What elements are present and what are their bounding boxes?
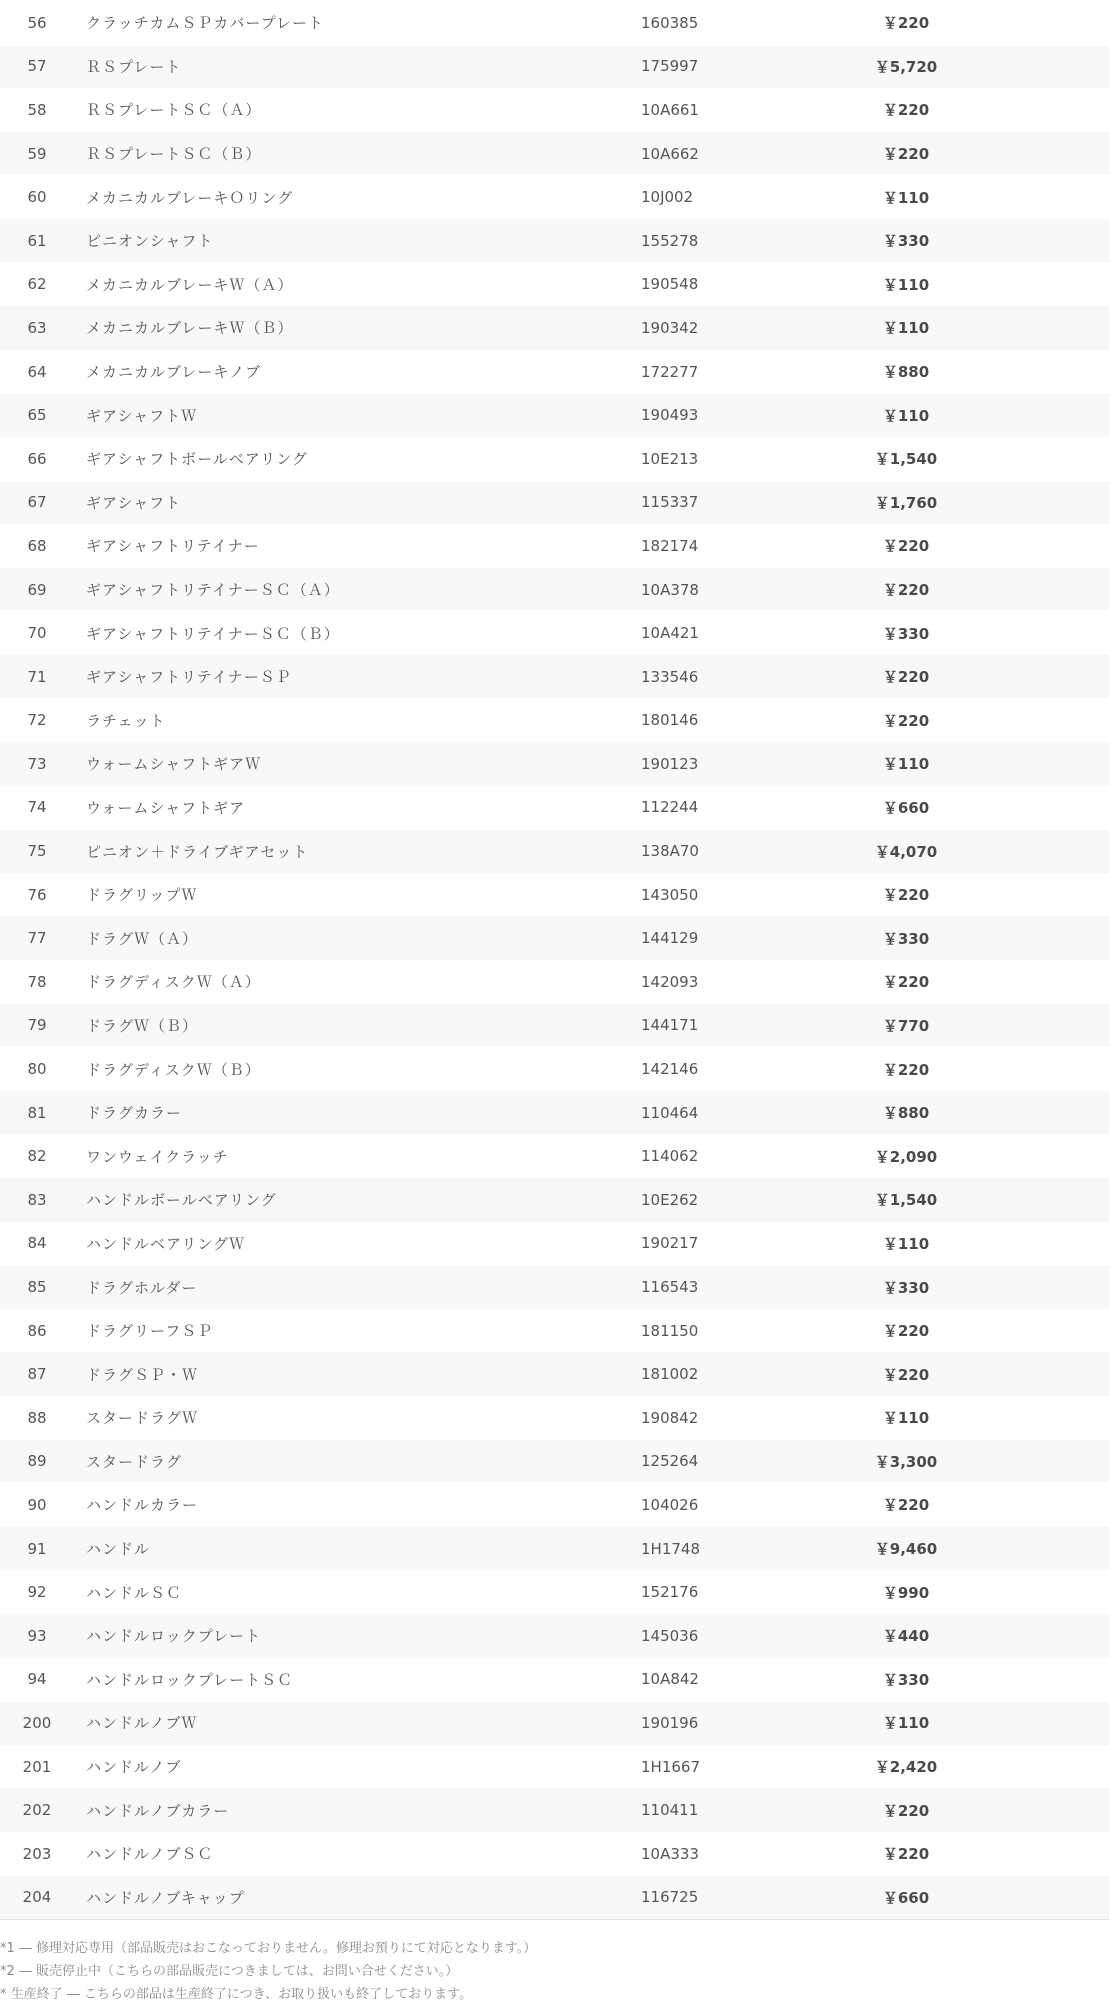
part-price-cell: ￥220 [851, 1352, 961, 1396]
part-name-cell: ハンドルノブ [86, 1758, 182, 1777]
part-price-cell: ￥660 [851, 1876, 961, 1920]
part-code-cell: 133546 [641, 655, 851, 699]
part-number-cell: 65 [0, 393, 74, 437]
part-code-cell: 116543 [641, 1265, 851, 1309]
table-row [0, 306, 1109, 350]
part-number-cell: 63 [0, 306, 74, 350]
table-row [0, 1527, 1109, 1571]
part-number-cell: 66 [27, 449, 47, 468]
part-price-cell: ￥220 [851, 655, 961, 699]
part-price-cell: ￥220 [882, 973, 930, 992]
spacer-cell [961, 1440, 1109, 1484]
part-code-cell: 172277 [641, 362, 699, 381]
part-number-cell: 81 [0, 1091, 74, 1135]
part-code-cell: 144171 [641, 1004, 851, 1048]
part-name-cell: ハンドル [74, 1527, 641, 1571]
part-price-cell: ￥220 [882, 14, 930, 33]
spacer-cell [961, 1658, 1109, 1702]
part-price-cell: ￥990 [882, 1583, 930, 1602]
spacer-cell [961, 829, 1109, 873]
part-number-cell: 92 [27, 1583, 47, 1602]
part-number-cell: 58 [27, 100, 47, 119]
part-name-cell: ドラグリーフＳＰ [86, 1322, 214, 1341]
spacer-cell [961, 1309, 1109, 1353]
part-name-cell: ドラグＳＰ・Ｗ [74, 1352, 641, 1396]
table-row [0, 437, 1109, 481]
spacer-cell [961, 45, 1109, 89]
table-row [0, 1701, 1109, 1745]
table-row [0, 1178, 1109, 1222]
spacer-cell [961, 175, 1109, 219]
part-number-cell: 64 [27, 362, 47, 381]
part-name-cell: ハンドルボールベアリング [74, 1178, 641, 1222]
table-row [0, 1352, 1109, 1396]
part-code-cell: 190217 [641, 1234, 699, 1253]
part-number-cell: 83 [0, 1178, 74, 1222]
part-code-cell: 10A662 [641, 132, 851, 176]
part-number-cell: 86 [27, 1321, 47, 1340]
table-row [0, 960, 1109, 1004]
part-number-cell: 77 [0, 916, 74, 960]
spacer-cell [961, 1134, 1109, 1178]
spacer-cell [961, 437, 1109, 481]
spacer-cell [961, 1178, 1109, 1222]
part-number-cell: 78 [27, 972, 47, 991]
spacer-cell [961, 1352, 1109, 1396]
part-code-cell: 190123 [641, 742, 851, 786]
table-row [0, 655, 1109, 699]
table-row [0, 699, 1109, 743]
part-name-cell: ギアシャフトボールベアリング [86, 450, 308, 469]
table-row [0, 263, 1109, 307]
table-row [0, 88, 1109, 132]
part-code-cell: 104026 [641, 1495, 699, 1514]
part-number-cell: 85 [0, 1265, 74, 1309]
part-name-cell: ＲＳプレートＳＣ（Ｂ） [74, 132, 641, 176]
spacer-cell [961, 960, 1109, 1004]
spacer-cell [961, 1614, 1109, 1658]
part-number-cell: 82 [27, 1147, 47, 1166]
spacer-cell [961, 88, 1109, 132]
part-name-cell: ギアシャフトリテイナーＳＰ [74, 655, 641, 699]
part-number-cell: 73 [0, 742, 74, 786]
footnotes [0, 1937, 1109, 2006]
table-row [0, 568, 1109, 612]
spacer-cell [961, 699, 1109, 743]
spacer-cell [961, 786, 1109, 830]
table-row [0, 1004, 1109, 1048]
spacer-cell [961, 1091, 1109, 1135]
part-code-cell: 114062 [641, 1147, 699, 1166]
part-number-cell: 79 [0, 1004, 74, 1048]
part-name-cell: ウォームシャフトギアＷ [74, 742, 641, 786]
part-price-cell: ￥220 [851, 568, 961, 612]
table-row [0, 1134, 1109, 1178]
part-name-cell: ハンドルカラー [86, 1496, 199, 1515]
part-code-cell: 142146 [641, 1060, 699, 1079]
part-price-cell: ￥330 [882, 1670, 930, 1689]
part-name-cell: ハンドルロックプレートＳＣ [86, 1670, 294, 1689]
table-row [0, 132, 1109, 176]
spacer-cell [961, 1570, 1109, 1614]
spacer-cell [961, 1396, 1109, 1440]
table-row [0, 1222, 1109, 1266]
spacer-cell [961, 1745, 1109, 1789]
part-price-cell: ￥110 [851, 306, 961, 350]
spacer-cell [961, 1, 1109, 45]
part-name-cell: メカニカルブレーキノブ [86, 363, 262, 382]
table-row [0, 1091, 1109, 1135]
part-name-cell: ギアシャフトリテイナーＳＣ（Ａ） [74, 568, 641, 612]
part-name-cell: ハンドルノブＷ [74, 1701, 641, 1745]
part-name-cell: ギアシャフト [74, 481, 641, 525]
part-number-cell: 91 [0, 1527, 74, 1571]
part-number-cell: 202 [0, 1788, 74, 1832]
part-name-cell: スタードラグ [74, 1440, 641, 1484]
part-number-cell: 89 [0, 1440, 74, 1484]
part-number-cell: 204 [0, 1876, 74, 1920]
part-name-cell: ＲＳプレートＳＣ（Ａ） [86, 101, 262, 120]
part-number-cell: 87 [0, 1352, 74, 1396]
part-name-cell: ドラグＷ（Ａ） [74, 916, 641, 960]
part-price-cell: ￥880 [851, 1091, 961, 1135]
table-row [0, 219, 1109, 263]
part-price-cell: ￥220 [882, 1845, 930, 1864]
part-number-cell: 70 [27, 624, 47, 643]
table-row [0, 1832, 1109, 1876]
table-row [0, 1483, 1109, 1527]
table-row [0, 1309, 1109, 1353]
part-code-cell: 155278 [641, 219, 851, 263]
part-price-cell: ￥220 [851, 132, 961, 176]
table-row [0, 742, 1109, 786]
part-code-cell: 125264 [641, 1440, 851, 1484]
part-price-cell: ￥110 [851, 742, 961, 786]
part-price-cell: ￥880 [882, 363, 930, 382]
spacer-cell [961, 742, 1109, 786]
part-code-cell: 138A70 [641, 829, 851, 873]
spacer-cell [961, 655, 1109, 699]
part-name-cell: ＲＳプレート [74, 45, 641, 89]
part-name-cell: メカニカルブレーキＯリング [86, 188, 294, 207]
part-code-cell: 10J002 [641, 188, 694, 207]
part-name-cell: メカニカルブレーキＷ（Ａ） [86, 275, 294, 294]
spacer-cell [961, 611, 1109, 655]
spacer-cell [961, 132, 1109, 176]
table-row [0, 1788, 1109, 1832]
part-name-cell: ハンドルノブキャップ [74, 1876, 641, 1920]
spacer-cell [961, 1265, 1109, 1309]
spacer-cell [961, 1527, 1109, 1571]
table-row [0, 481, 1109, 525]
part-name-cell: スタードラグＷ [86, 1409, 199, 1428]
spacer-cell [961, 393, 1109, 437]
table-row [0, 1440, 1109, 1484]
part-code-cell: 175997 [641, 45, 851, 89]
part-name-cell: ギアシャフトリテイナー [86, 537, 260, 556]
part-price-cell: ￥220 [882, 711, 930, 730]
part-code-cell: 10A421 [641, 624, 699, 643]
part-name-cell: ギアシャフトリテイナーＳＣ（Ｂ） [86, 624, 340, 643]
part-price-cell: ￥440 [851, 1614, 961, 1658]
part-number-cell: 62 [27, 275, 47, 294]
part-name-cell: ウォームシャフトギア [86, 798, 246, 817]
part-number-cell: 67 [0, 481, 74, 525]
part-price-cell: ￥220 [882, 1496, 930, 1515]
part-price-cell: ￥1,540 [851, 1178, 961, 1222]
part-price-cell: ￥660 [882, 798, 930, 817]
part-name-cell: ドラグカラー [74, 1091, 641, 1135]
part-price-cell: ￥3,300 [851, 1440, 961, 1484]
spacer-cell [961, 1701, 1109, 1745]
part-code-cell: 190842 [641, 1408, 699, 1427]
part-number-cell: 68 [27, 536, 47, 555]
part-code-cell: 152176 [641, 1583, 699, 1602]
part-price-cell: ￥2,420 [874, 1758, 938, 1777]
part-number-cell: 84 [27, 1234, 47, 1253]
part-number-cell: 94 [27, 1670, 47, 1689]
part-code-cell: 143050 [641, 885, 699, 904]
part-code-cell: 1H1748 [641, 1527, 851, 1571]
part-price-cell: ￥110 [851, 1701, 961, 1745]
spacer-cell [961, 263, 1109, 307]
table-row [0, 1570, 1109, 1614]
part-number-cell: 80 [27, 1060, 47, 1079]
part-code-cell: 1H1667 [641, 1757, 700, 1776]
spacer-cell [961, 1483, 1109, 1527]
part-name-cell: ドラグＷ（Ｂ） [74, 1004, 641, 1048]
part-price-cell: ￥330 [882, 624, 930, 643]
part-name-cell: ドラグディスクＷ（Ｂ） [86, 1060, 261, 1079]
table-row [0, 786, 1109, 830]
part-code-cell: 142093 [641, 972, 699, 991]
part-price-cell: ￥110 [882, 188, 930, 207]
part-name-cell: ハンドルベアリングＷ [86, 1234, 246, 1253]
part-number-cell: 59 [0, 132, 74, 176]
part-code-cell: 115337 [641, 481, 851, 525]
table-row [0, 524, 1109, 568]
part-code-cell: 190493 [641, 393, 851, 437]
part-code-cell: 181150 [641, 1321, 699, 1340]
table-row [0, 1876, 1109, 1920]
part-name-cell: ドラグリップＷ [86, 886, 198, 905]
part-price-cell: ￥220 [882, 1322, 930, 1341]
part-price-cell: ￥220 [851, 1788, 961, 1832]
part-code-cell: 190548 [641, 275, 699, 294]
table-row [0, 393, 1109, 437]
part-number-cell: 203 [22, 1844, 52, 1863]
part-code-cell: 110464 [641, 1091, 851, 1135]
parts-table-body [0, 1, 1109, 1920]
part-name-cell: ハンドルＳＣ [86, 1583, 183, 1602]
part-name-cell: クラッチカムＳＰカバープレート [86, 14, 325, 33]
part-number-cell: 75 [0, 829, 74, 873]
table-row [0, 45, 1109, 89]
table-row [0, 916, 1109, 960]
table-row [0, 1047, 1109, 1091]
table-row [0, 873, 1109, 917]
part-price-cell: ￥330 [851, 219, 961, 263]
spacer-cell [961, 1832, 1109, 1876]
part-name-cell: ハンドルロックプレート [74, 1614, 641, 1658]
table-row [0, 1265, 1109, 1309]
table-row [0, 1658, 1109, 1702]
part-code-cell: 180146 [641, 711, 699, 730]
part-code-cell: 10E213 [641, 449, 699, 468]
part-code-cell: 190196 [641, 1701, 851, 1745]
part-price-cell: ￥220 [882, 1060, 930, 1079]
part-name-cell: ピニオン＋ドライブギアセット [74, 829, 641, 873]
part-code-cell: 181002 [641, 1352, 851, 1396]
part-name-cell: メカニカルブレーキＷ（Ｂ） [74, 306, 641, 350]
part-name-cell: ドラグホルダー [74, 1265, 641, 1309]
part-number-cell: 93 [0, 1614, 74, 1658]
part-code-cell: 10A333 [641, 1844, 699, 1863]
table-row [0, 611, 1109, 655]
part-code-cell: 182174 [641, 536, 699, 555]
spacer-cell [961, 568, 1109, 612]
part-number-cell: 60 [27, 188, 47, 207]
part-code-cell: 145036 [641, 1614, 851, 1658]
footnote-repair-only: *1 ― 修理対応専用（部品販売はおこなっておりません。修理お預りにて対応となります。） [0, 1941, 537, 1956]
spacer-cell [961, 481, 1109, 525]
part-price-cell: ￥9,460 [851, 1527, 961, 1571]
part-code-cell: 160385 [641, 13, 699, 32]
part-name-cell: ギアシャフトＷ [74, 393, 641, 437]
part-price-cell: ￥5,720 [851, 45, 961, 89]
part-number-cell: 88 [27, 1408, 47, 1427]
part-number-cell: 200 [0, 1701, 74, 1745]
spacer-cell [961, 350, 1109, 394]
footnote-sales-suspended: *2 ― 販売停止中（こちらの部品販売につきましては、お問い合せください。） [0, 1964, 459, 1979]
part-code-cell: 10A842 [641, 1670, 699, 1689]
part-name-cell: ハンドルノブカラー [74, 1788, 641, 1832]
table-row [0, 175, 1109, 219]
spacer-cell [961, 524, 1109, 568]
table-row [0, 350, 1109, 394]
table-row [0, 1, 1109, 45]
part-price-cell: ￥2,090 [874, 1147, 938, 1166]
parts-table [0, 1, 1109, 1920]
table-row [0, 1745, 1109, 1789]
part-name-cell: ラチェット [86, 711, 166, 730]
part-number-cell: 71 [0, 655, 74, 699]
part-number-cell: 56 [27, 13, 47, 32]
part-price-cell: ￥330 [851, 1265, 961, 1309]
part-number-cell: 74 [27, 798, 47, 817]
part-price-cell: ￥110 [882, 275, 930, 294]
part-code-cell: 112244 [641, 798, 699, 817]
spacer-cell [961, 873, 1109, 917]
part-code-cell: 10E262 [641, 1178, 851, 1222]
part-price-cell: ￥330 [851, 916, 961, 960]
spacer-cell [961, 1788, 1109, 1832]
part-code-cell: 10A661 [641, 100, 699, 119]
part-number-cell: 201 [22, 1757, 52, 1776]
part-name-cell: ハンドルノブＳＣ [86, 1845, 214, 1864]
spacer-cell [961, 219, 1109, 263]
part-price-cell: ￥770 [851, 1004, 961, 1048]
table-row [0, 1614, 1109, 1658]
part-code-cell: 116725 [641, 1876, 851, 1920]
spacer-cell [961, 1047, 1109, 1091]
part-number-cell: 69 [0, 568, 74, 612]
part-code-cell: 10A378 [641, 568, 851, 612]
part-name-cell: ワンウェイクラッチ [86, 1147, 229, 1166]
part-number-cell: 61 [0, 219, 74, 263]
part-price-cell: ￥110 [851, 393, 961, 437]
part-code-cell: 190342 [641, 306, 851, 350]
part-number-cell: 90 [27, 1495, 47, 1514]
spacer-cell [961, 1222, 1109, 1266]
part-number-cell: 57 [0, 45, 74, 89]
spacer-cell [961, 306, 1109, 350]
part-number-cell: 76 [27, 885, 47, 904]
spacer-cell [961, 916, 1109, 960]
part-price-cell: ￥220 [882, 886, 930, 905]
part-price-cell: ￥1,540 [874, 450, 938, 469]
spacer-cell [961, 1876, 1109, 1920]
spacer-cell [961, 1004, 1109, 1048]
footnote-discontinued: * 生産終了 ― こちらの部品は生産終了につき、お取り扱いも終了しております。 [0, 1987, 473, 2002]
part-name-cell: ドラグディスクＷ（Ａ） [86, 973, 261, 992]
part-code-cell: 144129 [641, 916, 851, 960]
part-code-cell: 110411 [641, 1788, 851, 1832]
part-price-cell: ￥220 [882, 537, 930, 556]
part-price-cell: ￥4,070 [851, 829, 961, 873]
part-price-cell: ￥110 [882, 1234, 930, 1253]
part-price-cell: ￥1,760 [851, 481, 961, 525]
part-name-cell: ピニオンシャフト [74, 219, 641, 263]
part-number-cell: 72 [27, 711, 47, 730]
part-price-cell: ￥110 [882, 1409, 930, 1428]
table-row [0, 1396, 1109, 1440]
part-price-cell: ￥220 [882, 101, 930, 120]
table-row [0, 829, 1109, 873]
